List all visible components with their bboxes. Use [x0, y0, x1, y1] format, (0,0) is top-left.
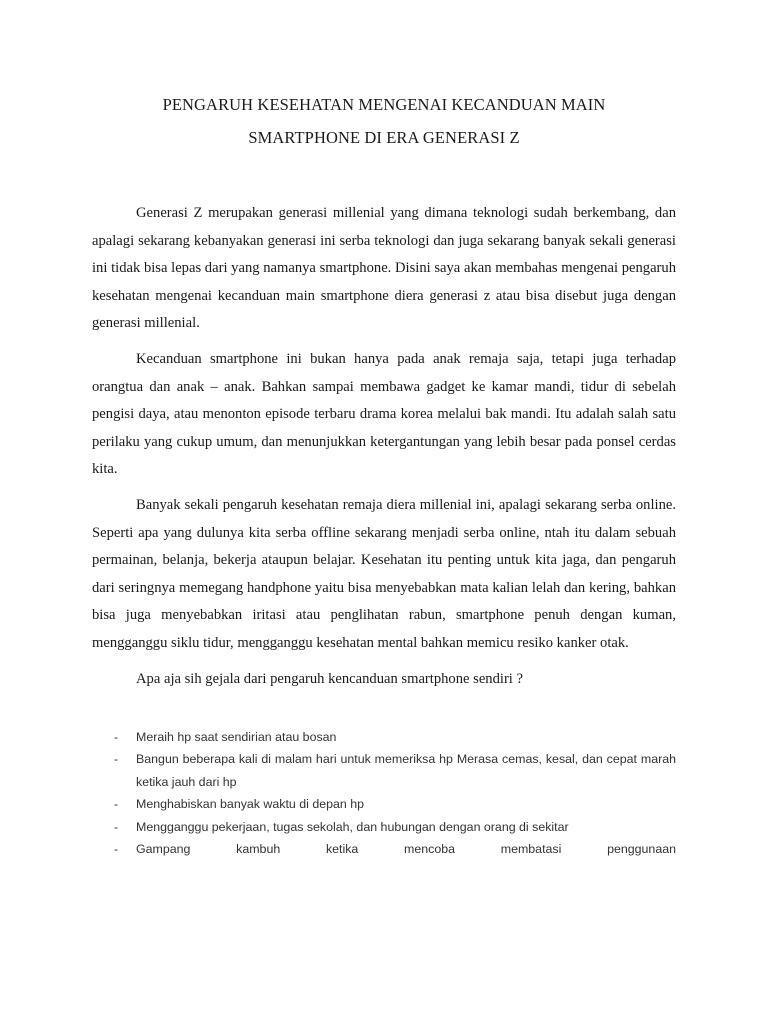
document-body	[92, 200, 676, 699]
list-item-text: Mengganggu pekerjaan, tugas sekolah, dan hubungan dengan orang di sekitar	[136, 819, 569, 834]
paragraph-2: Kecanduan smartphone ini bukan hanya pada anak remaja saja, tetapi juga terhadap orangtua dan anak – anak. Bahkan sampai membawa gadget ke kamar mandi, tidur di sebelah pengisi daya, atau menonton episode terbaru drama korea melalui bak mandi. Itu adalah salah satu perilaku yang cukup umum, dan menunjukkan ketergantungan yang lebih besar pada ponsel cerdas kita.	[92, 350, 676, 478]
list-dash: -	[114, 752, 119, 767]
list-item-text: Bangun beberapa kali di malam hari untuk memeriksa hp Merasa cemas, kesal, dan cepat marah ketika jauh dari hp	[136, 752, 676, 789]
list-dash: -	[114, 730, 119, 744]
document-title	[92, 88, 676, 154]
list-dash: -	[114, 819, 119, 834]
title-line-2: SMARTPHONE DI ERA GENERASI Z	[248, 128, 520, 147]
paragraph-3: Banyak sekali pengaruh kesehatan remaja diera millenial ini, apalagi sekarang serba online. Seperti apa yang dulunya kita serba offline sekarang menjadi serba online, ntah itu dalam sebuah permainan, belanja, bekerja ataupun belajar. Kesehatan itu penting untuk kita jaga, dan pengaruh dari seringnya memegang handphone yaitu bisa menyebabkan mata kalian lelah dan kering, bahkan bisa juga menyebabkan iritasi atau penglihatan rabun, smartphone penuh dengan kuman, mengganggu siklu tidur, mengganggu kesehatan mental bahkan memicu resiko kanker otak.	[92, 496, 676, 651]
title-line-1: PENGARUH KESEHATAN MENGENAI KECANDUAN MAIN	[162, 95, 606, 114]
list-item	[92, 838, 676, 860]
list-item	[92, 816, 676, 838]
symptom-list	[92, 726, 676, 860]
list-item	[92, 726, 676, 748]
list-item	[92, 748, 676, 793]
list-item-text: Meraih hp saat sendirian atau bosan	[136, 730, 337, 744]
paragraph-1: Generasi Z merupakan generasi millenial yang dimana teknologi sudah berkembang, dan apalagi sekarang kebanyakan generasi ini serba teknologi dan juga sekarang banyak sekali generasi ini tidak bisa lepas dari yang namanya smartphone. Disini saya akan membahas mengenai pengaruh kesehatan mengenai kecanduan main smartphone diera generasi z atau bisa disebut juga dengan generasi millenial.	[92, 205, 676, 332]
list-item	[92, 793, 676, 815]
list-dash: -	[114, 842, 119, 857]
list-item-text: Gampang kambuh ketika mencoba membatasi penggunaan	[136, 842, 676, 857]
list-dash: -	[114, 797, 119, 812]
question-line: Apa aja sih gejala dari pengaruh kencanduan smartphone sendiri ?	[136, 670, 523, 687]
list-item-text: Menghabiskan banyak waktu di depan hp	[136, 797, 365, 812]
